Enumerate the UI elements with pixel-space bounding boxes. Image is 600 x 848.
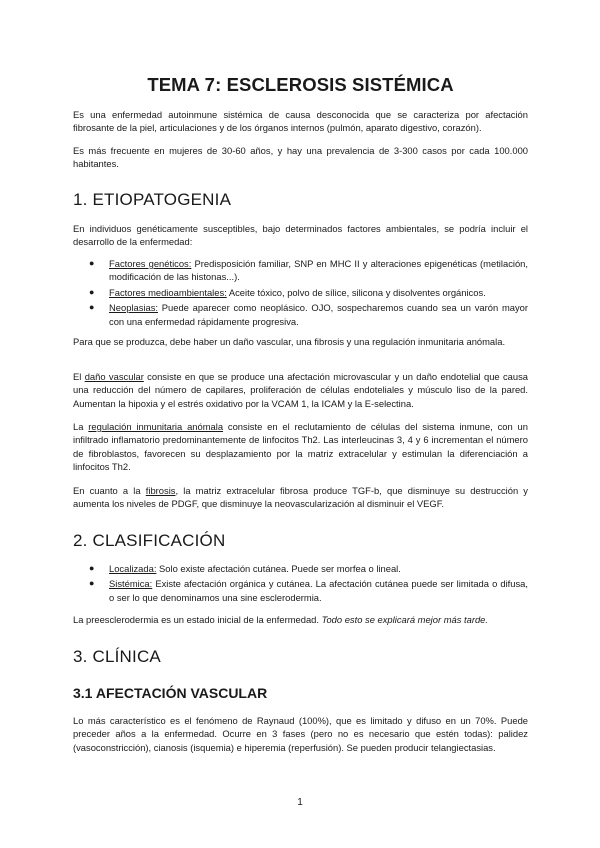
list-item bbox=[73, 562, 528, 575]
intro-paragraph-2: Es más frecuente en mujeres de 30-60 años, y hay una prevalencia de 3-300 casos por cada 100.000 habitantes. bbox=[73, 145, 528, 170]
clasificacion-list bbox=[73, 562, 528, 606]
list-item-term: Neoplasias: bbox=[109, 302, 158, 314]
list-item-text: Solo existe afectación cutánea. Puede ser morfea o lineal. bbox=[156, 563, 401, 574]
list-item bbox=[73, 577, 528, 604]
term-fibrosis: fibrosis bbox=[145, 485, 176, 496]
bullet-icon: ● bbox=[89, 286, 95, 297]
document-title: TEMA 7: ESCLEROSIS SISTÉMICA bbox=[147, 74, 454, 95]
subsection-heading-afectacion-vascular: 3.1 AFECTACIÓN VASCULAR bbox=[73, 685, 268, 701]
list-item-term: Localizada: bbox=[109, 563, 157, 574]
text-fragment: consiste en el reclutamiento de células del sistema inmune, con un infiltrado inflamatorio predominantemente de linfocitos Th2. Las interleucinas 3, 4 y 6 incrementan el número de fibroblastos, favorecen su desplazamiento por la matriz extracelular y estimulan la diferenciación a linfocitos Th2. bbox=[73, 421, 528, 473]
text-fragment: , la matriz extracelular fibrosa produce TGF-b, que disminuye su destrucción y aumenta los niveles de PDGF, que disminuye la neovascularización al disminuir el VEGF. bbox=[73, 485, 528, 510]
section-heading-clinica: 3. CLÍNICA bbox=[73, 647, 161, 666]
section-heading-clasificacion: 2. CLASIFICACIÓN bbox=[73, 531, 226, 550]
list-item-term: Sistémica: bbox=[109, 578, 153, 590]
etiopatogenia-paragraph-2: Para que se produzca, debe haber un daño vascular, una fibrosis y una regulación inmunitaria anómala. bbox=[73, 336, 506, 347]
section-heading-etiopatogenia: 1. ETIOPATOGENIA bbox=[73, 190, 232, 209]
text-fragment: consiste en que se produce una afectación microvascular y un daño endotelial que causa una reducción del número de capilares, proliferación de células endoteliales y músculo liso de la pared. Aumentan la hipoxia y el estrés oxidativo por la VCAM 1, la ICAM y la E-selectina. bbox=[73, 371, 528, 409]
text-fragment: En cuanto a la bbox=[73, 485, 146, 496]
page-number: 1 bbox=[297, 797, 303, 808]
text-fragment: La bbox=[73, 421, 89, 432]
list-item-text: Predisposición familiar, SNP en MHC II y alteraciones epigenéticas (metilación, modificación de las histonas...). bbox=[109, 258, 528, 283]
list-item-text: Existe afectación orgánica y cutánea. La afectación cutánea puede ser limitada o difusa, o ser lo que denominamos una sine esclerodermia. bbox=[109, 578, 528, 603]
preesclerodermia-paragraph bbox=[73, 613, 528, 626]
intro-paragraph-1: Es una enfermedad autoinmune sistémica de causa desconocida que se caracteriza por afectación fibrosante de la piel, articulaciones y de los órganos internos (pulmón, aparato digestivo, corazón). bbox=[73, 109, 528, 134]
etiopatogenia-factors-list bbox=[73, 257, 528, 330]
regulacion-inmunitaria-paragraph bbox=[73, 420, 528, 474]
list-item bbox=[73, 257, 528, 284]
list-item bbox=[73, 301, 528, 328]
term-dano-vascular: daño vascular bbox=[84, 371, 144, 382]
dano-vascular-paragraph bbox=[73, 370, 528, 410]
italic-note: Todo esto se explicará mejor más tarde. bbox=[321, 614, 488, 625]
text-fragment: El bbox=[73, 371, 85, 382]
bullet-icon: ● bbox=[89, 578, 95, 589]
bullet-icon: ● bbox=[89, 258, 95, 268]
fibrosis-paragraph bbox=[73, 484, 528, 511]
afectacion-vascular-paragraph: Lo más característico es el fenómeno de Raynaud (100%), que es limitado y difuso en un 70%. Puede preceder años a la enfermedad. Ocurre en 3 fases (pero no es necesario que estén todas): palidez (vasoconstricción), cianosis (isquemia) e hiperemia (reperfusión). Se pueden producir telangiectasias. bbox=[73, 715, 528, 753]
list-item bbox=[73, 286, 528, 299]
list-item-text: Puede aparecer como neoplásico. OJO, sospecharemos cuando sea un varón mayor con una enfermedad rápidamente progresiva. bbox=[109, 302, 528, 327]
term-regulacion-inmunitaria: regulación inmunitaria anómala bbox=[88, 421, 224, 432]
list-item-term: Factores medioambientales: bbox=[109, 286, 227, 298]
etiopatogenia-paragraph-1: En individuos genéticamente susceptibles, bajo determinados factores ambientales, se podría incluir el desarrollo de la enfermedad: bbox=[73, 223, 528, 248]
bullet-icon: ● bbox=[89, 302, 95, 313]
bullet-icon: ● bbox=[89, 563, 95, 573]
list-item-text: Aceite tóxico, polvo de sílice, silicona y disolventes orgánicos. bbox=[226, 286, 486, 298]
text-fragment: La preesclerodermia es un estado inicial de la enfermedad. bbox=[73, 614, 322, 625]
list-item-term: Factores genéticos: bbox=[109, 258, 192, 269]
